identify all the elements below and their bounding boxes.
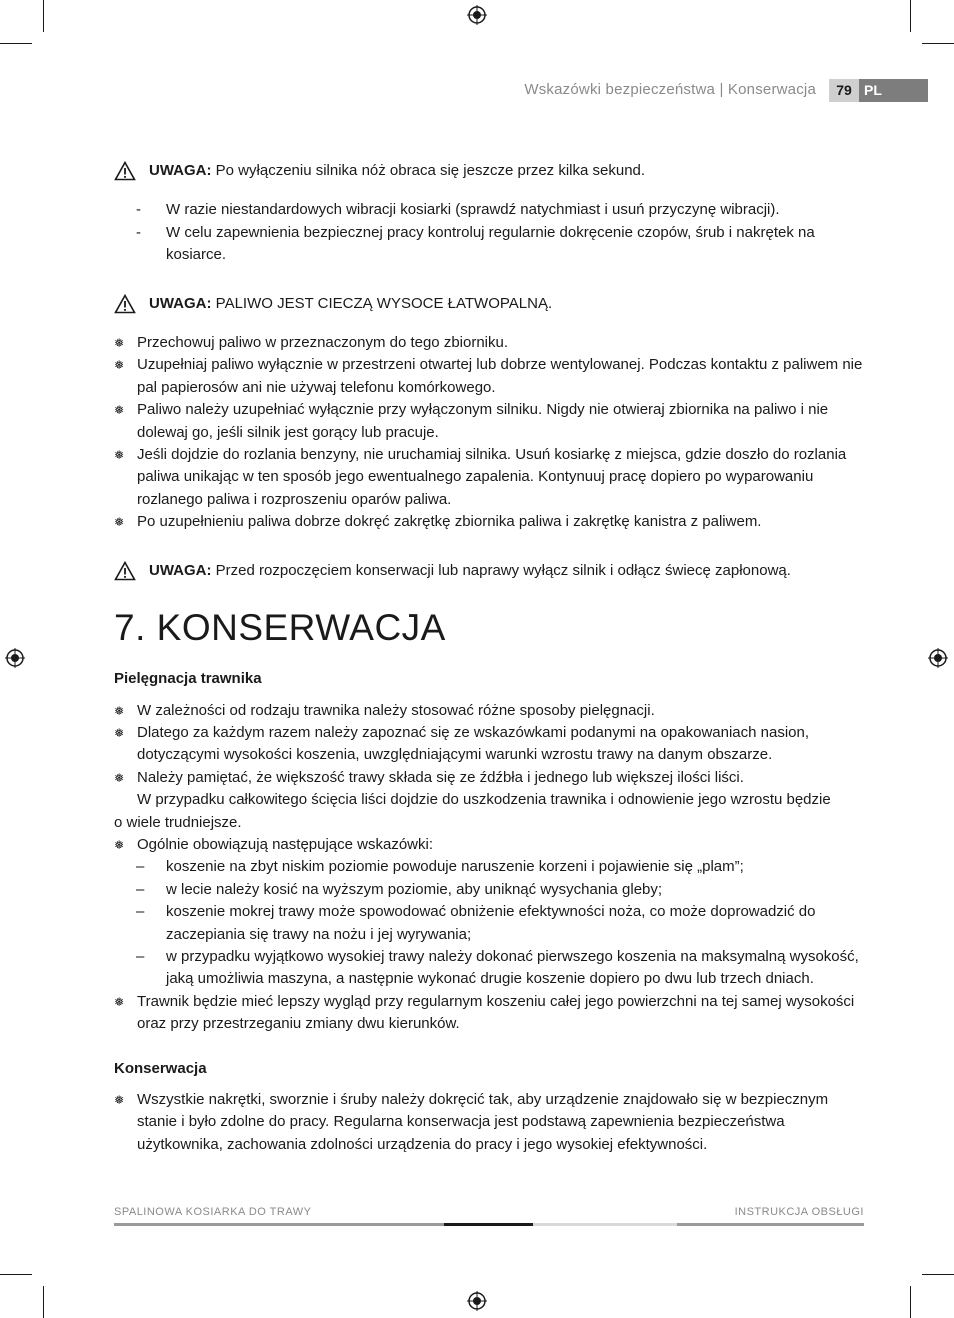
crop-mark	[0, 43, 32, 44]
footer-rule	[444, 1223, 533, 1226]
snowflake-bullet-icon: ❅	[114, 1093, 125, 1107]
list-item: ❅ Uzupełniaj paliwo wyłącznie w przestrzeni otwartej lub dobrze wentylowanej. Podczas kontaktu z paliwem nie pal papierosów ani nie używaj telefonu komórkowego.	[114, 354, 864, 399]
footer-rule	[533, 1223, 677, 1226]
list-item: ❅ Paliwo należy uzupełniać wyłącznie przy wyłączonym silniku. Nigdy nie otwieraj zbiornika na paliwo i nie dolewaj go, jeśli silnik jest gorący lub pracuje.	[114, 399, 864, 444]
list-item: ❅ Przechowuj paliwo w przeznaczonym do tego zbiorniku.	[114, 332, 864, 354]
warning-label: UWAGA:	[149, 561, 212, 579]
crop-mark	[43, 0, 44, 32]
list-item: ❅ Wszystkie nakrętki, sworznie i śruby należy dokręcić tak, aby urządzenie znajdowało się w bezpiecznym stanie i było zdolne do pracy. Regularna konserwacja jest podstawą zapewnienia bezpieczeństwa użytkownika, zachowania zdolności urządzenia do pracy i jego wysokiej efektywności.	[114, 1089, 864, 1156]
subsection-heading: Konserwacja	[114, 1059, 207, 1077]
warning-triangle-icon	[114, 294, 136, 314]
list-item: - W razie niestandardowych wibracji kosiarki (sprawdź natychmiast i usuń przyczynę wibracji).	[136, 201, 780, 219]
crop-mark	[910, 0, 911, 32]
crop-mark	[0, 1274, 32, 1275]
warning-triangle-icon	[114, 161, 136, 181]
list-item: ❅ Trawnik będzie mieć lepszy wygląd przy regularnym koszeniu całej jego powierzchni na tej samej wysokości oraz przy przestrzeganiu zmiany dwu kierunków.	[114, 991, 864, 1036]
list-item: – w przypadku wyjątkowo wysokiej trawy należy dokonać pierwszego koszenia na maksymalną wysokość, jaką umożliwia maszyna, a następnie wykonać drugie koszenie dopiero po dwu lub trzech dniach.	[136, 947, 859, 988]
warning-note	[114, 560, 864, 582]
warning-text: Przed rozpoczęciem konserwacji lub naprawy wyłącz silnik i odłącz świecę zapłonową.	[215, 561, 791, 579]
crop-mark	[922, 1274, 954, 1275]
warning-text: Po wyłączeniu silnika nóż obraca się jeszcze przez kilka sekund.	[215, 162, 646, 179]
crop-mark	[910, 1286, 911, 1318]
registration-mark-icon	[467, 5, 487, 25]
registration-mark-icon	[467, 1291, 487, 1311]
snowflake-bullet-icon: ❅	[114, 770, 125, 785]
list-item: – koszenie na zbyt niskim poziomie powoduje naruszenie korzeni i pojawienie się „plam”;	[136, 858, 744, 876]
paragraph-continuation: o wiele trudniejsze.	[114, 813, 242, 831]
list-item: ❅ Ogólnie obowiązują następujące wskazówki:	[114, 834, 864, 856]
warning-label: UWAGA:	[149, 294, 212, 312]
subsection-heading: Pielęgnacja trawnika	[114, 670, 262, 688]
registration-mark-icon	[5, 648, 25, 668]
snowflake-bullet-icon: ❅	[114, 837, 125, 852]
warning-label: UWAGA:	[149, 162, 212, 179]
list-item: ❅ Po uzupełnieniu paliwa dobrze dokręć zakrętkę zbiornika paliwa i zakrętkę kanistra z paliwem.	[114, 511, 864, 533]
snowflake-bullet-icon: ❅	[114, 358, 125, 373]
header-section-title: Wskazówki bezpieczeństwa | Konserwacja	[524, 81, 816, 98]
warning-text: PALIWO JEST CIECZĄ WYSOCE ŁATWOPALNĄ.	[215, 294, 553, 312]
paragraph-continuation: W przypadku całkowitego ścięcia liści dojdzie do uszkodzenia trawnika i odnowienie jego wzrostu będzie	[137, 791, 831, 809]
footer-product-name: SPALINOWA KOSIARKA DO TRAWY	[114, 1206, 312, 1218]
list-item: – koszenie mokrej trawy może spowodować obniżenie efektywności noża, co może doprowadzić do zaczepiania się trawy na nożu i jej wyrywania;	[136, 903, 816, 943]
footer-rule	[114, 1223, 444, 1226]
warning-note	[114, 293, 864, 315]
footer-document-type: INSTRUKCJA OBSŁUGI	[734, 1206, 864, 1218]
snowflake-bullet-icon: ❅	[114, 448, 125, 463]
warning-triangle-icon	[114, 561, 136, 581]
page-content	[114, 160, 864, 1156]
snowflake-bullet-icon: ❅	[114, 403, 125, 418]
snowflake-bullet-icon: ❅	[114, 703, 125, 718]
warning-note	[114, 160, 864, 182]
page-number: 79	[829, 79, 859, 102]
section-title: 7. KONSERWACJA	[114, 607, 446, 649]
list-item: ❅ Dlatego za każdym razem należy zapoznać się ze wskazówkami podanymi na opakowaniach nasion, dotyczącymi wysokości koszenia, uwzględniającymi warunki wzrostu trawy na danym obszarze.	[114, 722, 864, 767]
snowflake-bullet-icon: ❅	[114, 515, 125, 530]
snowflake-bullet-icon: ❅	[114, 994, 125, 1009]
crop-mark	[922, 43, 954, 44]
registration-mark-icon	[928, 648, 948, 668]
list-item: ❅ Jeśli dojdzie do rozlania benzyny, nie uruchamiaj silnika. Usuń kosiarkę z miejsca, gdzie doszło do rozlania paliwa unikając w ten sposób jego ewentualnego zapalenia. Kontynuuj pracę dopiero po wyparowaniu rozlanego paliwa i rozproszeniu oparów paliwa.	[114, 444, 864, 511]
list-item: ❅ Należy pamiętać, że większość trawy składa się ze źdźbła i jednego lub większej ilości liści.	[114, 767, 864, 789]
snowflake-bullet-icon: ❅	[114, 336, 125, 351]
language-label: PL	[864, 82, 882, 98]
footer-rule	[677, 1223, 864, 1226]
crop-mark	[43, 1286, 44, 1318]
list-item: ❅ W zależności od rodzaju trawnika należy stosować różne sposoby pielęgnacji.	[114, 700, 864, 722]
list-item: - W celu zapewnienia bezpiecznej pracy kontroluj regularnie dokręcenie czopów, śrub i nakrętek na kosiarce.	[136, 223, 815, 264]
list-item: – w lecie należy kosić na wyższym poziomie, aby uniknąć wysychania gleby;	[136, 880, 663, 898]
snowflake-bullet-icon: ❅	[114, 725, 125, 740]
